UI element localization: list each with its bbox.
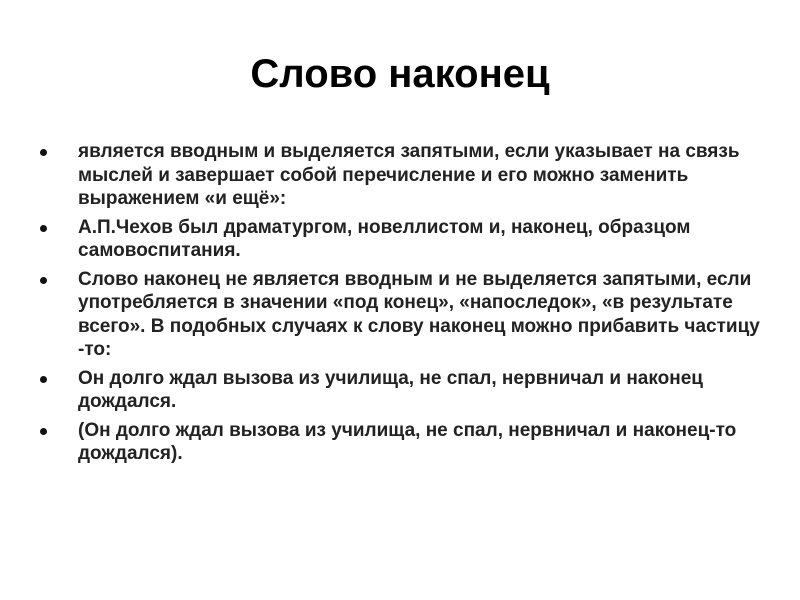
- bullet-dot-icon: [40, 225, 47, 232]
- bullet-dot-icon: [40, 277, 47, 284]
- bullet-item: [40, 216, 760, 263]
- bullet-item: [40, 140, 760, 211]
- bullet-dot-icon: [40, 376, 47, 383]
- bullet-dot-icon: [40, 428, 47, 435]
- bullet-text: является вводным и выделяется запятыми, если указывает на связь мыслей и завершает собой перечисление и его можно заменить выражением «и ещё»:: [78, 141, 740, 209]
- bullet-text: А.П.Чехов был драматургом, новеллистом и, наконец, образцом самовоспитания.: [78, 216, 691, 261]
- slide-title: Слово наконец: [250, 52, 550, 96]
- bullet-item: [40, 268, 760, 362]
- bullet-text: Он долго ждал вызова из училища, не спал, нервничал и наконец дождался.: [78, 367, 703, 412]
- bullet-dot-icon: [40, 149, 47, 156]
- bullet-item: [40, 419, 760, 466]
- bullet-item: [40, 367, 760, 414]
- bullet-text: (Он долго ждал вызова из училища, не спал, нервничал и наконец-то дождался).: [78, 419, 737, 464]
- bullet-list: [40, 140, 760, 471]
- bullet-text: Слово наконец не является вводным и не выделяется запятыми, если употребляется в значении «под конец», «напоследок», «в результате всего». В подобных случаях к слову наконец можно прибавить частицу -то:: [78, 268, 760, 360]
